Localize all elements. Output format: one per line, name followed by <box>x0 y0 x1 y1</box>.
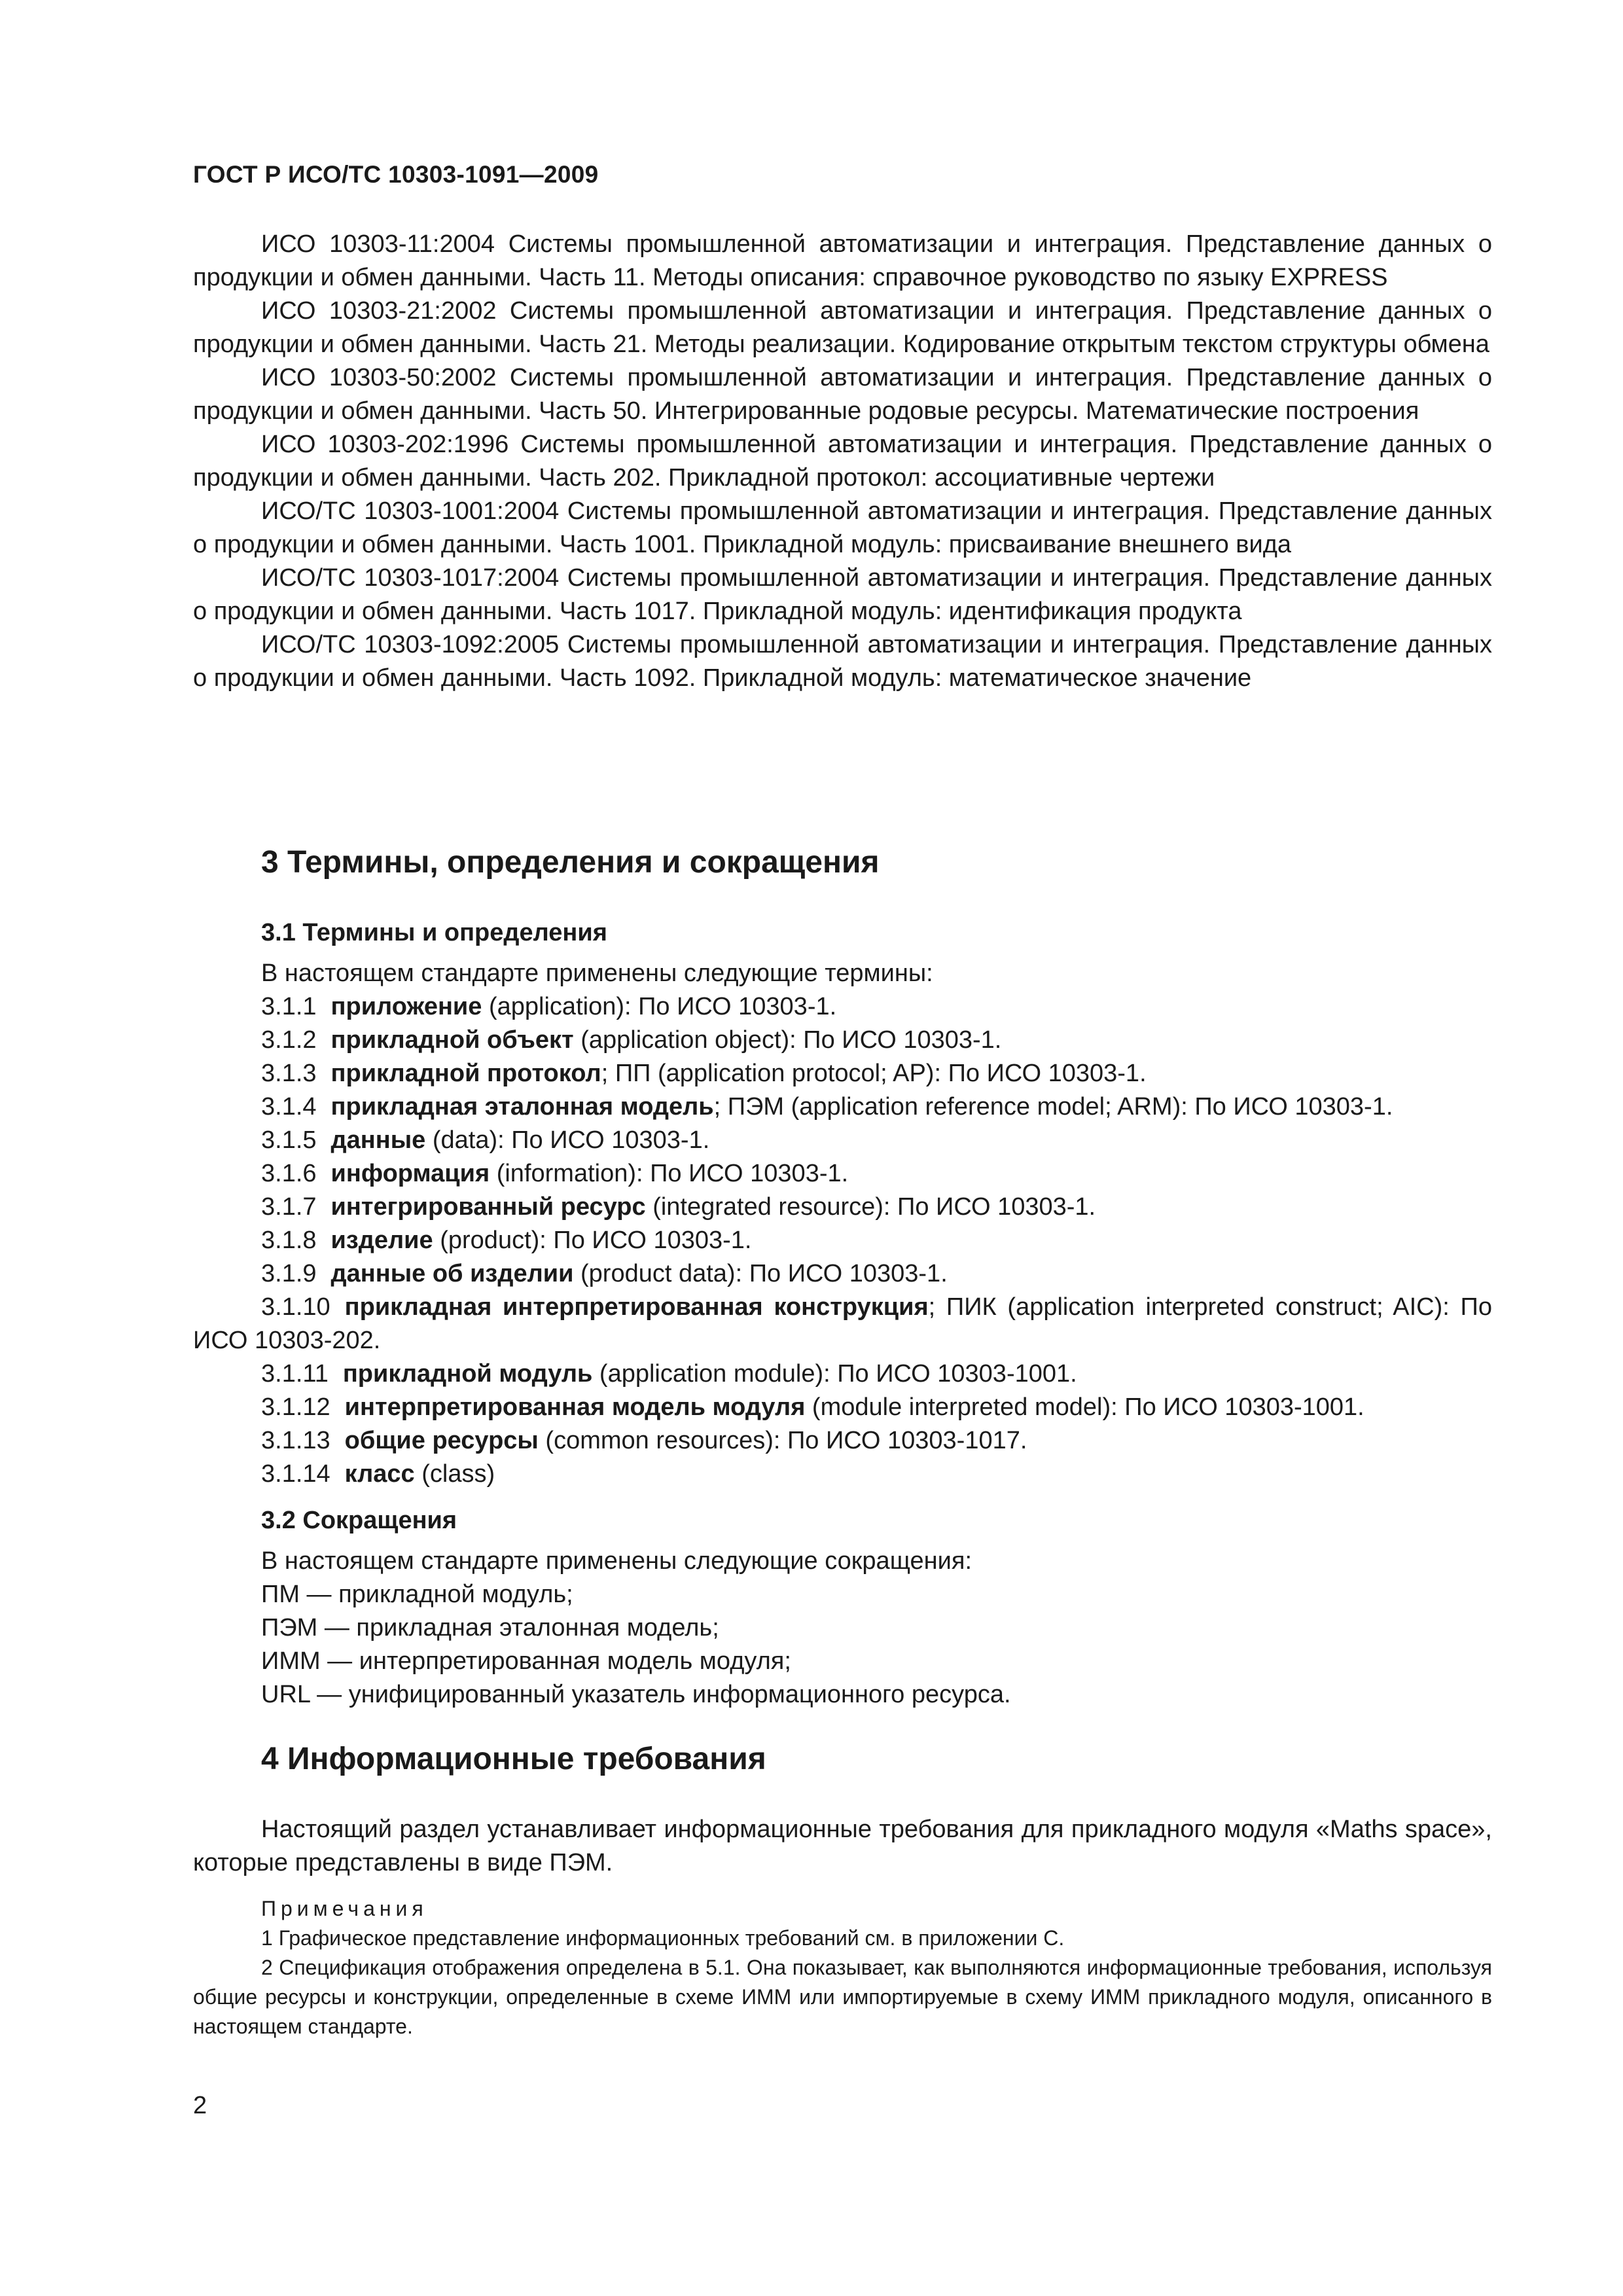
term-definition: (product data): По ИСО 10303-1. <box>573 1260 948 1287</box>
term-number: 3.1.13 <box>261 1427 330 1454</box>
subsection-3-2-title: 3.2 Сокращения <box>261 1507 457 1534</box>
term-number: 3.1.5 <box>261 1126 317 1154</box>
term-definition: (application module): По ИСО 10303-1001. <box>592 1360 1077 1388</box>
term-entry <box>193 1391 1492 1424</box>
reference-item: ИСО 10303-202:1996 Системы промышленной автоматизации и интеграция. Представление данных о продукции и обмен данными. Часть 202. Прикладной протокол: ассоциативные чертежи <box>193 431 1492 492</box>
term-name: интерпретированная модель модуля <box>344 1393 806 1421</box>
term-number: 3.1.8 <box>261 1227 317 1254</box>
term-name: общие ресурсы <box>344 1427 539 1454</box>
reference-item: ИСО/ТС 10303-1001:2004 Системы промышленной автоматизации и интеграция. Представление данных о продукции и обмен данными. Часть 1001. Прикладной модуль: присваивание внешнего вида <box>193 497 1492 558</box>
term-name: данные об изделии <box>330 1260 574 1287</box>
term-definition: (class) <box>414 1460 495 1488</box>
term-entry <box>193 1090 1492 1124</box>
term-name: интегрированный ресурс <box>330 1193 646 1221</box>
term-name: данные <box>330 1126 426 1154</box>
section-4-body <box>193 1813 1492 1880</box>
normative-references <box>193 228 1492 695</box>
term-number: 3.1.4 <box>261 1093 317 1121</box>
term-name: изделие <box>330 1227 433 1254</box>
term-number: 3.1.10 <box>261 1293 330 1321</box>
term-number: 3.1.14 <box>261 1460 330 1488</box>
page-number: 2 <box>193 2092 207 2119</box>
term-definition: (application): По ИСО 10303-1. <box>482 993 837 1020</box>
term-entry <box>193 1458 1492 1491</box>
term-entry <box>193 1257 1492 1291</box>
note-item: 1 Графическое представление информационных требований см. в приложении С. <box>261 1926 1065 1950</box>
section-4-title: 4 Информационные требования <box>261 1742 766 1776</box>
terms-intro: В настоящем стандарте применены следующие термины: <box>261 960 933 987</box>
term-name: прикладной модуль <box>342 1360 593 1388</box>
term-definition: (integrated resource): По ИСО 10303-1. <box>645 1193 1096 1221</box>
notes-block <box>193 1894 1492 2041</box>
term-entry <box>193 1157 1492 1191</box>
term-entry <box>193 1124 1492 1157</box>
term-number: 3.1.3 <box>261 1060 317 1087</box>
term-name: прикладной протокол <box>330 1060 601 1087</box>
terms-list <box>193 957 1492 1491</box>
term-name: приложение <box>330 993 482 1020</box>
term-entry <box>193 1224 1492 1257</box>
term-definition: (product): По ИСО 10303-1. <box>433 1227 752 1254</box>
section-3-title: 3 Термины, определения и сокращения <box>261 845 880 880</box>
term-number: 3.1.2 <box>261 1026 317 1054</box>
abbreviation-item: ИММ — интерпретированная модель модуля; <box>261 1647 791 1675</box>
reference-item: ИСО 10303-21:2002 Системы промышленной автоматизации и интеграция. Представление данных о продукции и обмен данными. Часть 21. Методы реализации. Кодирование открытым текстом структуры обмена <box>193 297 1492 358</box>
reference-item: ИСО/ТС 10303-1017:2004 Системы промышленной автоматизации и интеграция. Представление данных о продукции и обмен данными. Часть 1017. Прикладной модуль: идентификация продукта <box>193 564 1492 625</box>
term-name: информация <box>330 1160 490 1187</box>
term-number: 3.1.6 <box>261 1160 317 1187</box>
abbreviations-list <box>193 1545 1492 1712</box>
term-definition: ; ПИК (application interpreted construct; AIC): По ИСО 10303-202. <box>193 1293 1493 1354</box>
abbreviation-item: ПЭМ — прикладная эталонная модель; <box>261 1614 719 1641</box>
document-header: ГОСТ Р ИСО/ТС 10303-1091—2009 <box>193 161 599 188</box>
abbreviation-item: ПМ — прикладной модуль; <box>261 1581 573 1608</box>
term-entry <box>193 1424 1492 1458</box>
abbreviation-item: URL — унифицированный указатель информационного ресурса. <box>261 1681 1011 1708</box>
term-definition: (data): По ИСО 10303-1. <box>425 1126 710 1154</box>
term-name: прикладная интерпретированная конструкция <box>344 1293 929 1321</box>
term-definition: ; ПЭМ (application reference model; ARM): По ИСО 10303-1. <box>713 1093 1393 1121</box>
term-entry <box>193 1191 1492 1224</box>
notes-title: Примечания <box>261 1897 428 1920</box>
term-number: 3.1.12 <box>261 1393 330 1421</box>
term-entry <box>193 990 1492 1024</box>
term-definition: (information): По ИСО 10303-1. <box>490 1160 849 1187</box>
term-number: 3.1.1 <box>261 993 317 1020</box>
term-entry <box>193 1357 1492 1391</box>
term-number: 3.1.11 <box>261 1360 329 1388</box>
term-number: 3.1.9 <box>261 1260 317 1287</box>
reference-item: ИСО 10303-50:2002 Системы промышленной автоматизации и интеграция. Представление данных о продукции и обмен данными. Часть 50. Интегрированные родовые ресурсы. Математические построения <box>193 364 1492 425</box>
term-name: класс <box>344 1460 415 1488</box>
term-entry <box>193 1024 1492 1057</box>
note-item: 2 Спецификация отображения определена в 5.1. Она показывает, как выполняются информационные требования, используя общие ресурсы и конструкции, определенные в схеме ИММ или импортируемые в схему ИММ прикладного модуля, описанного в настоящем стандарте. <box>193 1956 1492 2038</box>
reference-item: ИСО 10303-11:2004 Системы промышленной автоматизации и интеграция. Представление данных о продукции и обмен данными. Часть 11. Методы описания: справочное руководство по языку EXPRESS <box>193 230 1492 291</box>
term-definition: ; ПП (application protocol; AP): По ИСО 10303-1. <box>601 1060 1147 1087</box>
term-name: прикладной объект <box>330 1026 574 1054</box>
term-number: 3.1.7 <box>261 1193 317 1221</box>
term-entry <box>193 1057 1492 1090</box>
subsection-3-1-title: 3.1 Термины и определения <box>261 919 607 946</box>
abbreviations-intro: В настоящем стандарте применены следующие сокращения: <box>261 1547 972 1575</box>
term-definition: (common resources): По ИСО 10303-1017. <box>538 1427 1027 1454</box>
term-definition: (application object): По ИСО 10303-1. <box>573 1026 1002 1054</box>
term-definition: (module interpreted model): По ИСО 10303-1001. <box>805 1393 1364 1421</box>
term-name: прикладная эталонная модель <box>330 1093 714 1121</box>
reference-item: ИСО/ТС 10303-1092:2005 Системы промышленной автоматизации и интеграция. Представление данных о продукции и обмен данными. Часть 1092. Прикладной модуль: математическое значение <box>193 631 1492 692</box>
section-4-paragraph: Настоящий раздел устанавливает информационные требования для прикладного модуля «Maths space», которые представлены в виде ПЭМ. <box>193 1816 1492 1876</box>
term-entry <box>193 1291 1492 1357</box>
